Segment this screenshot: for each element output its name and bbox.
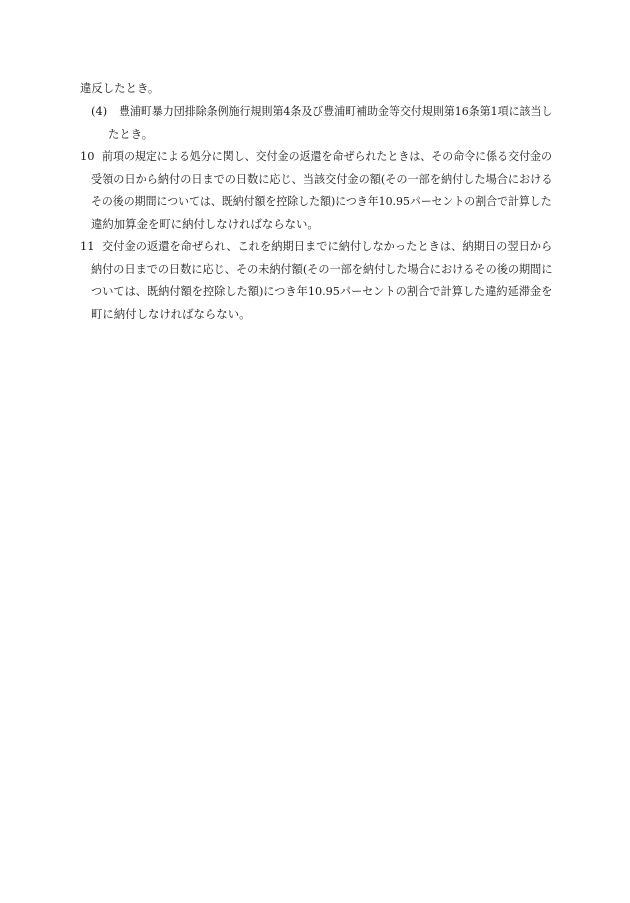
para-11-line2: 納付の日までの日数に応じ、その未納付額(その一部を納付した場合におけるその後の期間に <box>91 262 553 276</box>
para-11-line4: 町に納付しなければならない。 <box>91 307 251 321</box>
para-11-number: 11 <box>80 239 95 253</box>
para-10-line4: 違約加算金を町に納付しなければならない。 <box>91 217 319 231</box>
para-10-line3: その後の期間については、既納付額を控除した額)につき年10.95パーセントの割合で計算した <box>91 194 552 208</box>
para-11-line1: 交付金の返還を命ぜられ、これを納期日までに納付しなかったときは、納期日の翌日から <box>102 239 553 253</box>
para-10-line2: 受領の日から納付の日までの日数に応じ、当該交付金の額(その一部を納付した場合における <box>91 172 553 186</box>
para-10-number: 10 <box>80 149 95 163</box>
item-4-number: (4) <box>91 104 108 118</box>
item-4-text-line2: たとき。 <box>108 127 154 141</box>
item-4-text-line1: 豊浦町暴力団排除条例施行規則第4条及び豊浦町補助金等交付規則第16条第1項に該当し <box>119 104 553 118</box>
para-10-line1: 前項の規定による処分に関し、交付金の返還を命ぜられたときは、その命令に係る交付金の <box>102 149 553 163</box>
intro-line: 違反したとき。 <box>80 81 160 95</box>
para-11-line3: ついては、既納付額を控除した額)につき年10.95パーセントの割合で計算した違約延滞金を <box>91 284 553 298</box>
